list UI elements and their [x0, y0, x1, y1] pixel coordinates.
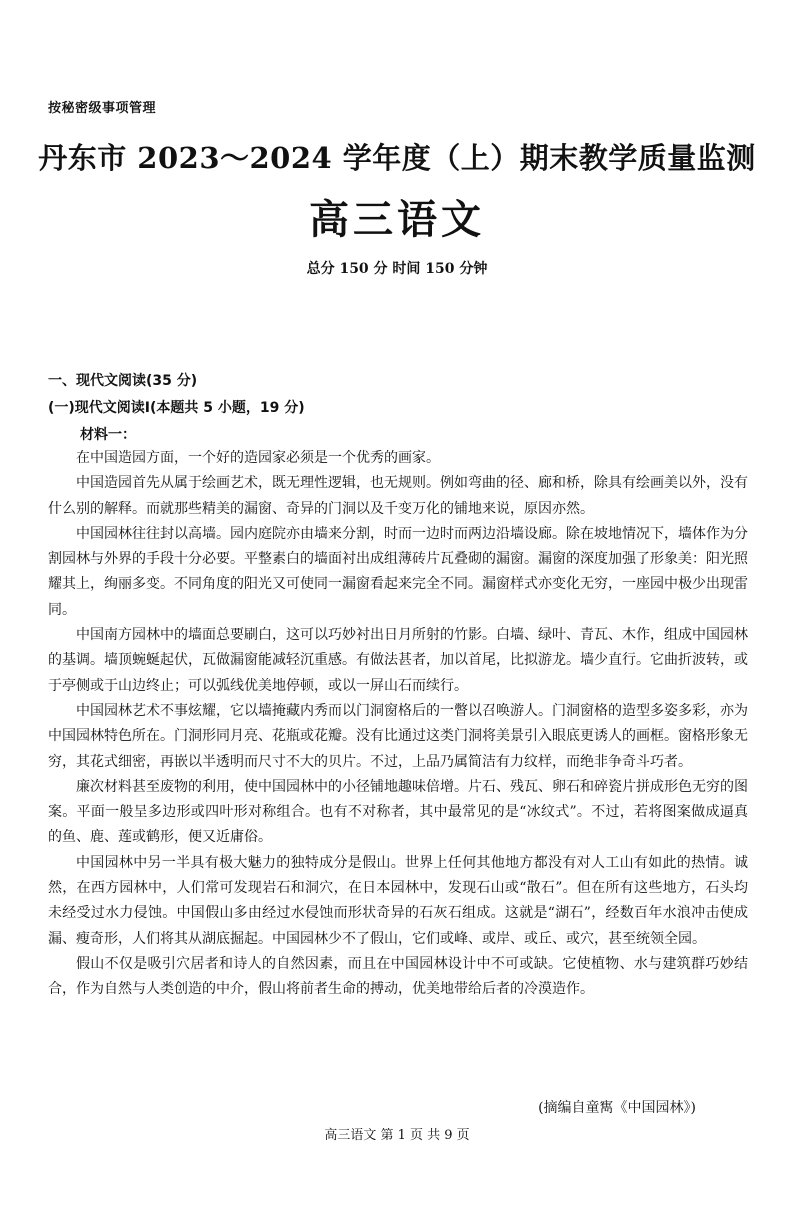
paragraph: 中国园林中另一半具有极大魅力的独特成分是假山。世界上任何其他地方都没有对人工山有如此的热情。诚然，在西方园林中，人们常可发现岩石和洞穴，在日本园林中，发现石山或“散石”。但在所有这些地方，石头均未经受过水力侵蚀。中国假山多由经过水侵蚀而形状奇异的石灰石组成。这就是“湖石”，经数百年水浪冲击使成漏、瘦奇形，人们将其从湖底掘起。中国园林少不了假山，它们或峰、或岸、或丘、或穴，甚至统领全园。 — [48, 854, 748, 947]
subject-title: 高三语文 — [309, 197, 485, 243]
score-time-info: 总分 150 分 时间 150 分钟 — [306, 261, 488, 277]
exam-title: 丹东市 2023～2024 学年度（上）期末教学质量监测 — [38, 141, 756, 175]
material-label: 材料一： — [80, 427, 136, 443]
paragraph: 中国造园首先从属于绘画艺术，既无理性逻辑，也无规则。例如弯曲的径、廊和桥，除具有绘画美以外，没有什么别的解释。而就那些精美的漏窗、奇异的门洞以及千变万化的铺地来说，原因亦然。 — [48, 475, 748, 517]
paragraph: 中国南方园林中的墙面总要刷白，这可以巧妙衬出日月所射的竹影。白墙、绿叶、青瓦、木作，组成中国园林的基调。墙顶蜿蜒起伏，瓦做漏窗能减轻沉重感。有做法甚者，加以首尾，比拟游龙。墙少直行。它曲折波转，或于亭侧或于山边终止；可以弧线优美地停顿，或以一屏山石而续行。 — [48, 627, 748, 694]
paragraph: 中国园林往往封以高墙。园内庭院亦由墙来分割，时而一边时而两边沿墙设廊。除在坡地情况下，墙体作为分割园林与外界的手段十分必要。平整素白的墙面衬出成组薄砖片瓦叠砌的漏窗。漏窗的深度加强了形象美：阳光照耀其上，绚丽多变。不同角度的阳光又可使同一漏窗看起来完全不同。漏窗样式亦变化无穷，一座园中极少出现雷同。 — [48, 525, 748, 618]
source-citation: (摘编自童寯《中国园林》) — [538, 1100, 696, 1116]
page-footer: 高三语文 第 1 页 共 9 页 — [324, 1128, 470, 1143]
section-heading-part1-1: (一)现代文阅读Ⅰ(本题共 5 小题，19 分) — [48, 400, 305, 416]
paragraph: 假山不仅是吸引穴居者和诗人的自然因素，而且在中国园林设计中不可或缺。它使植物、水与建筑群巧妙结合，作为自然与人类创造的中介，假山将前者生命的搏动，优美地带给后者的冷漠造作。 — [48, 955, 748, 998]
paragraph: 在中国造园方面，一个好的造园家必须是一个优秀的画家。 — [76, 450, 440, 466]
section-heading-part1: 一、现代文阅读(35 分) — [48, 373, 198, 389]
paragraph: 廉次材料甚至废物的利用，使中国园林中的小径铺地趣味倍增。片石、残瓦、卵石和碎瓷片拼成形色无穷的图案。平面一般呈多边形或四叶形对称组合。也有不对称者，其中最常见的是“冰纹式”。不过，若将图案做成逼真的鱼、鹿、莲或鹤形，便又近庸俗。 — [48, 778, 748, 846]
article-body — [48, 446, 748, 1003]
secret-level-label: 按秘密级事项管理 — [48, 101, 157, 116]
paragraph: 中国园林艺术不事炫耀，它以墙掩藏内秀而以门洞窗格后的一瞥以召唤游人。门洞窗格的造型多姿多彩，亦为中国园林特色所在。门洞形同月亮、花瓶或花瓣。没有比通过这类门洞将美景引入眼底更诱人的画框。窗格形象无穷，其花式细密，再嵌以半透明而尺寸不大的贝片。不过，上品乃属简洁有力纹样，而绝非争奇斗巧者。 — [48, 702, 748, 770]
